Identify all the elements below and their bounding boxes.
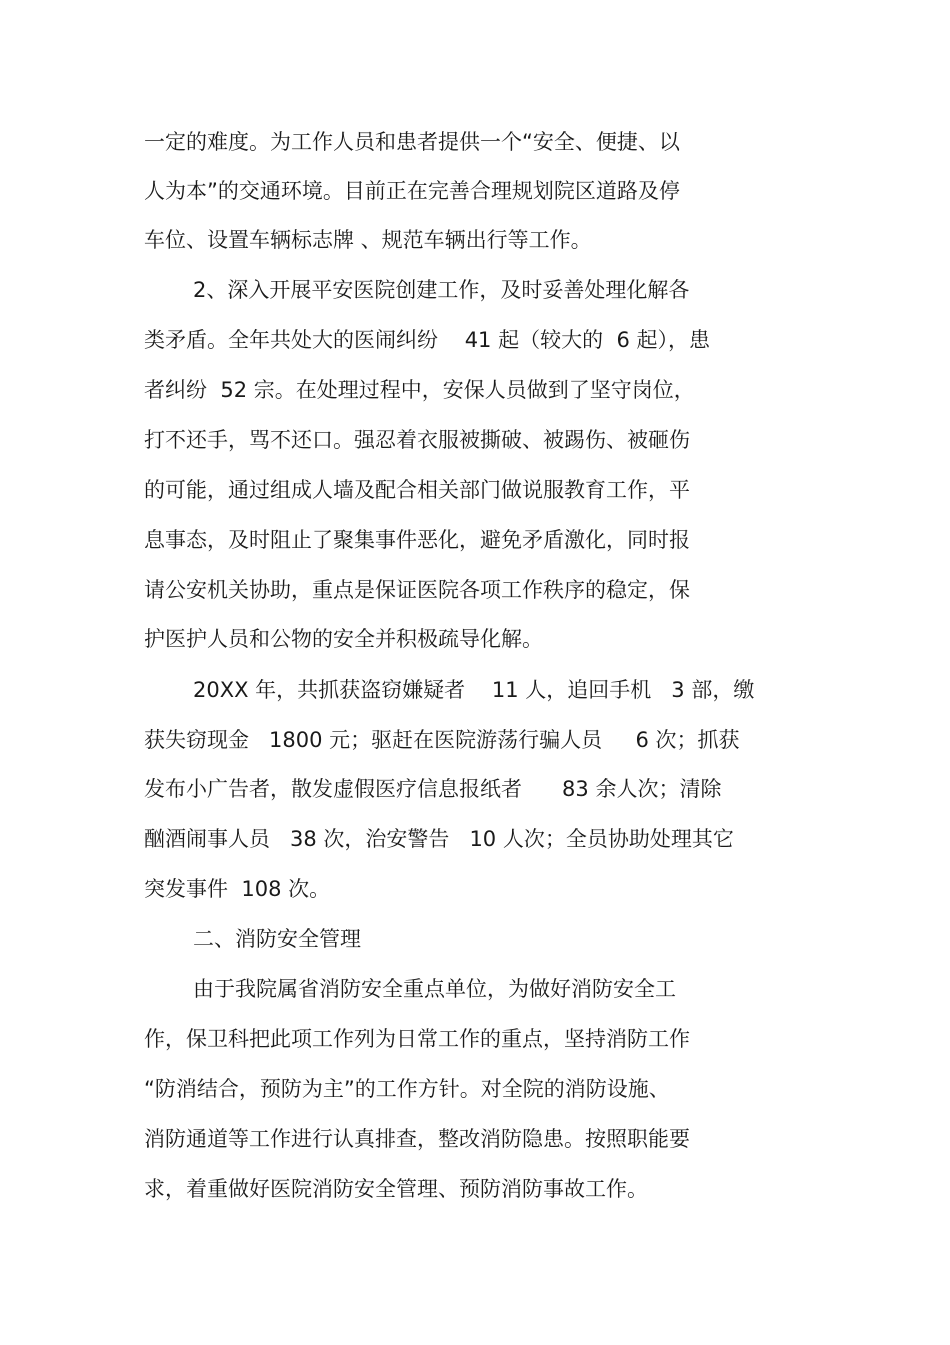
text-line-19: 作，保卫科把此项工作列为日常工作的重点，坚持消防工作	[144, 1027, 690, 1051]
text-line-5: 类矛盾。全年共处大的医闹纠纷 41 起（较大的 6 起），患	[144, 328, 710, 352]
text-line-2: 人为本”的交通环境。目前正在完善合理规划院区道路及停	[144, 179, 680, 203]
text-line-14: 发布小广告者，散发虚假医疗信息报纸者 83 余人次；清除	[144, 777, 722, 801]
text-line-3: 车位、设置车辆标志牌 、规范车辆出行等工作。	[144, 228, 592, 252]
text-line-7: 打不还手，骂不还口。强忍着衣服被撕破、被踢伤、被砸伤	[144, 428, 690, 452]
text-line-6: 者纠纷 52 宗。在处理过程中，安保人员做到了坚守岗位，	[144, 378, 695, 402]
text-line-21: 消防通道等工作进行认真排查，整改消防隐患。按照职能要	[144, 1127, 690, 1151]
text-line-11: 护医护人员和公物的安全并积极疏导化解。	[144, 627, 543, 651]
text-line-9: 息事态，及时阻止了聚集事件恶化，避免矛盾激化，同时报	[144, 528, 690, 552]
text-line-4: 2、深入开展平安医院创建工作，及时妥善处理化解各	[193, 278, 690, 302]
text-line-8: 的可能，通过组成人墙及配合相关部门做说服教育工作，平	[144, 478, 690, 502]
text-line-13: 获失窃现金 1800 元；驱赶在医院游荡行骗人员 6 次；抓获	[144, 728, 740, 752]
text-line-22: 求，着重做好医院消防安全管理、预防消防事故工作。	[144, 1177, 648, 1201]
text-line-10: 请公安机关协助，重点是保证医院各项工作秩序的稳定，保	[144, 578, 690, 602]
text-line-12: 20XX 年，共抓获盗窃嫌疑者 11 人，追回手机 3 部，缴	[193, 678, 755, 702]
text-line-1: 一定的难度。为工作人员和患者提供一个“安全、便捷、以	[144, 130, 680, 154]
section-heading: 二、消防安全管理	[193, 927, 361, 951]
text-line-16: 突发事件 108 次。	[144, 877, 331, 901]
text-line-15: 酗酒闹事人员 38 次，治安警告 10 人次；全员协助处理其它	[144, 827, 734, 851]
text-line-18: 由于我院属省消防安全重点单位，为做好消防安全工	[193, 977, 676, 1001]
text-line-20: “防消结合，预防为主”的工作方针。对全院的消防设施、	[144, 1077, 670, 1101]
